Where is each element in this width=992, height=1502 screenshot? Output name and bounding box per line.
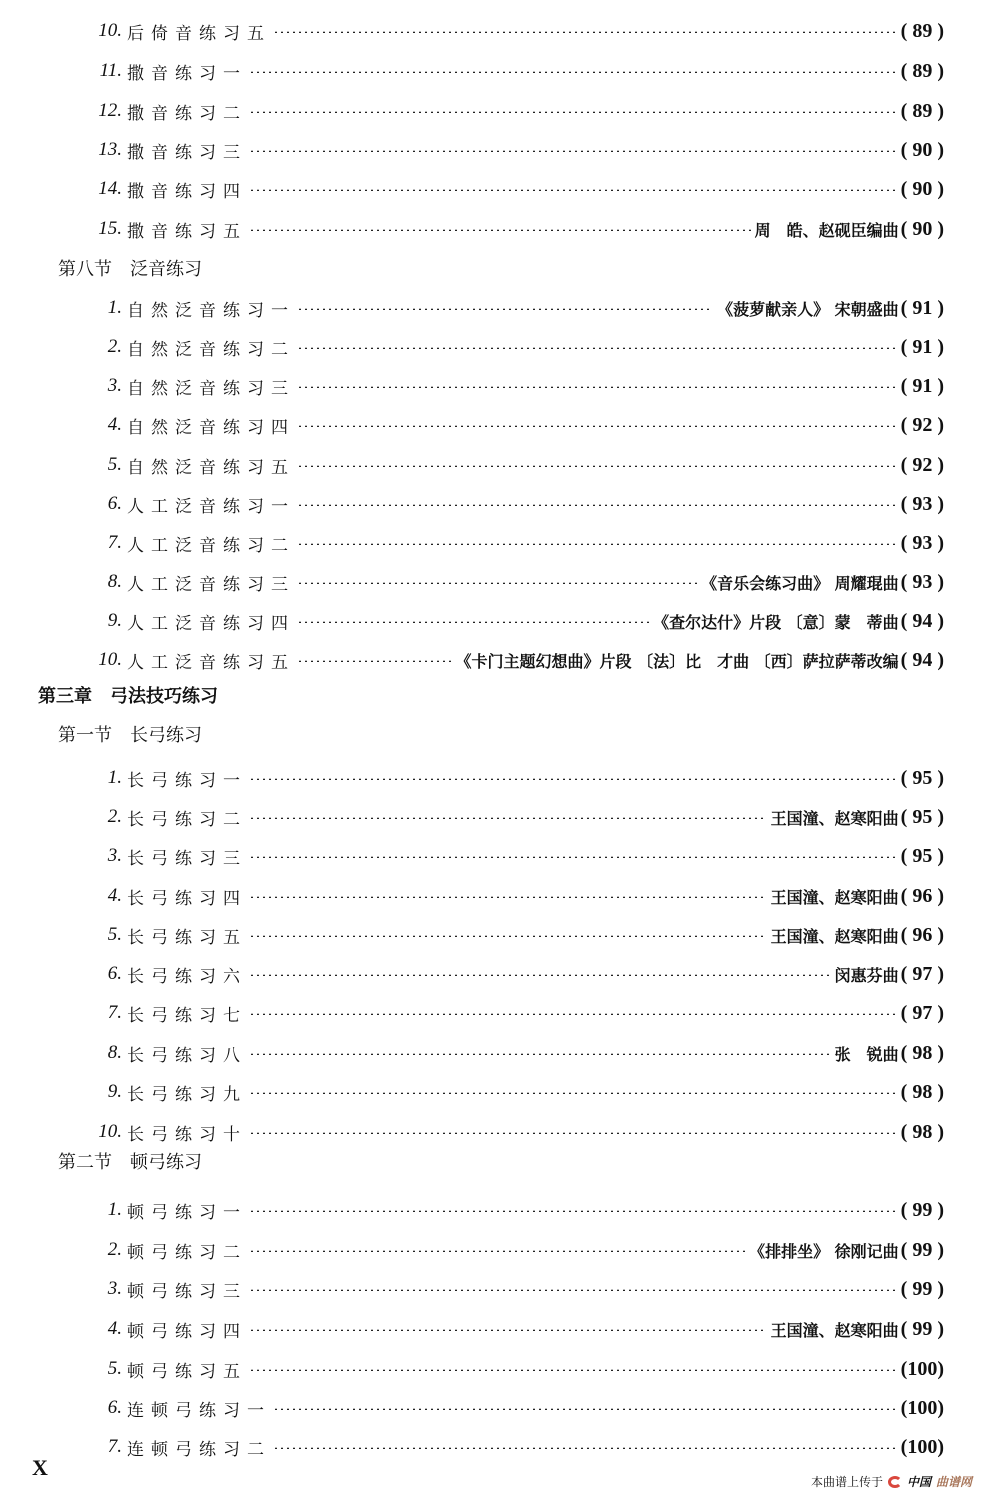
entry-title: 自然泛音练习三	[127, 378, 295, 399]
entry-right	[653, 610, 944, 633]
toc-entry	[0, 881, 992, 911]
dot-leader	[297, 308, 713, 310]
entry-title: 长弓练习一	[127, 770, 247, 791]
entry-title: 顿弓练习二	[127, 1242, 247, 1263]
toc-entry	[0, 802, 992, 832]
dot-leader	[249, 817, 767, 819]
entry-number: 4.	[107, 1318, 122, 1339]
entry-number: 10.	[98, 1121, 122, 1142]
entry-right	[899, 1436, 944, 1459]
entry-number: 3.	[107, 845, 122, 866]
entry-title: 长弓练习四	[127, 888, 247, 909]
entry-composer: 周 皓、赵砚臣编曲	[754, 220, 899, 240]
entry-title: 顿弓练习三	[127, 1281, 247, 1302]
entry-right	[899, 845, 944, 868]
music-site-logo-icon	[888, 1476, 902, 1488]
entry-right	[899, 1397, 944, 1420]
toc-entry	[0, 959, 992, 989]
toc-entry	[0, 645, 992, 675]
entry-right	[835, 1042, 944, 1065]
dot-leader	[249, 1210, 895, 1212]
entry-composer: 王国潼、赵寒阳曲	[770, 926, 899, 946]
entry-number: 8.	[107, 571, 122, 592]
dot-leader	[297, 386, 895, 388]
dot-leader	[249, 111, 895, 113]
entry-number: 2.	[107, 336, 122, 357]
entry-right	[771, 924, 944, 947]
entry-right	[899, 375, 944, 398]
entry-right	[899, 139, 944, 162]
entry-title: 长弓练习十	[127, 1124, 247, 1145]
entry-right	[899, 336, 944, 359]
toc-entry	[0, 1117, 992, 1147]
toc-entry	[0, 1077, 992, 1107]
toc-entry	[0, 56, 992, 86]
dot-leader	[249, 856, 895, 858]
toc-entry	[0, 135, 992, 165]
toc-section-heading	[0, 719, 992, 749]
entry-right	[701, 571, 944, 594]
dot-leader	[249, 71, 895, 73]
toc-entry	[0, 1393, 992, 1423]
dot-leader	[297, 425, 895, 427]
entry-right	[899, 20, 944, 43]
entry-page: ( 98 )	[900, 1041, 944, 1064]
dot-leader	[273, 1447, 895, 1449]
dot-leader	[297, 347, 895, 349]
watermark-text: 本曲谱上传于	[810, 1475, 883, 1489]
section-title: 第一节 长弓练习	[58, 725, 202, 746]
entry-title: 自然泛音练习二	[127, 339, 295, 360]
entry-title: 长弓练习九	[127, 1084, 247, 1105]
entry-title: 顿弓练习一	[127, 1202, 247, 1223]
entry-page: ( 96 )	[900, 884, 944, 907]
entry-page: ( 99 )	[900, 1238, 944, 1261]
entry-page: ( 89 )	[900, 59, 944, 82]
entry-right	[899, 1002, 944, 1025]
entry-number: 2.	[107, 1239, 122, 1260]
entry-right	[899, 178, 944, 201]
toc-entry	[0, 1195, 992, 1225]
entry-composer: 王国潼、赵寒阳曲	[770, 887, 899, 907]
entry-composer: 王国潼、赵寒阳曲	[770, 808, 899, 828]
entry-title: 自然泛音练习四	[127, 417, 295, 438]
entry-title: 人工泛音练习五	[127, 652, 295, 673]
entry-number: 5.	[107, 454, 122, 475]
entry-page: ( 99 )	[900, 1317, 944, 1340]
dot-leader	[249, 229, 751, 231]
section-title: 第八节 泛音练习	[58, 259, 202, 280]
toc-entry	[0, 920, 992, 950]
entry-number: 15.	[98, 218, 122, 239]
dot-leader	[249, 1013, 895, 1015]
toc-entry	[0, 293, 992, 323]
entry-number: 11.	[99, 60, 122, 81]
entry-page: ( 99 )	[900, 1277, 944, 1300]
entry-page: ( 91 )	[900, 296, 944, 319]
entry-page: ( 90 )	[900, 138, 944, 161]
dot-leader	[249, 1289, 895, 1291]
toc-entry	[0, 1235, 992, 1265]
dot-leader	[273, 31, 895, 33]
entry-number: 3.	[107, 1278, 122, 1299]
entry-page: ( 95 )	[900, 844, 944, 867]
entry-title: 人工泛音练习三	[127, 574, 295, 595]
entry-right	[835, 963, 944, 986]
dot-leader	[249, 778, 895, 780]
entry-number: 9.	[107, 610, 122, 631]
entry-right	[771, 806, 944, 829]
entry-page: ( 97 )	[900, 962, 944, 985]
entry-right	[899, 1121, 944, 1144]
entry-number: 4.	[107, 414, 122, 435]
toc-entry	[0, 606, 992, 636]
section-title: 第二节 顿弓练习	[58, 1152, 202, 1173]
dot-leader	[249, 150, 895, 152]
entry-number: 7.	[107, 1002, 122, 1023]
entry-title: 长弓练习五	[127, 927, 247, 948]
entry-number: 7.	[107, 1436, 122, 1457]
entry-right	[755, 218, 944, 241]
toc-entry	[0, 371, 992, 401]
toc-entry	[0, 332, 992, 362]
entry-right	[717, 297, 944, 320]
dot-leader	[249, 1369, 895, 1371]
entry-number: 5.	[107, 924, 122, 945]
entry-title: 自然泛音练习五	[127, 457, 295, 478]
entry-composer: 《卡门主题幻想曲》片段 〔法〕比 才曲 〔西〕萨拉萨蒂改编	[455, 651, 899, 671]
entry-title: 撒音练习三	[127, 142, 247, 163]
entry-number: 4.	[107, 885, 122, 906]
toc-entry	[0, 1274, 992, 1304]
entry-right	[749, 1239, 944, 1262]
entry-title: 人工泛音练习二	[127, 535, 295, 556]
toc-entry	[0, 214, 992, 244]
toc-entry	[0, 567, 992, 597]
dot-leader	[249, 1092, 895, 1094]
entry-right	[456, 649, 944, 672]
entry-page: ( 94 )	[900, 648, 944, 671]
entry-page: (100)	[900, 1357, 944, 1380]
toc-entry	[0, 1432, 992, 1462]
page-number: X	[32, 1455, 48, 1480]
toc-entry	[0, 841, 992, 871]
dot-leader	[249, 974, 831, 976]
toc-chapter-heading	[0, 680, 992, 710]
entry-right	[771, 885, 944, 908]
entry-page: ( 95 )	[900, 766, 944, 789]
entry-right	[899, 60, 944, 83]
entry-page: ( 94 )	[900, 609, 944, 632]
entry-composer: 《查尔达什》片段 〔意〕蒙 蒂曲	[653, 612, 899, 632]
entry-number: 6.	[107, 493, 122, 514]
toc-entry	[0, 1354, 992, 1384]
entry-page: ( 92 )	[900, 413, 944, 436]
dot-leader	[249, 1132, 895, 1134]
dot-leader	[297, 621, 649, 623]
entry-page: (100)	[900, 1435, 944, 1458]
entry-number: 2.	[107, 806, 122, 827]
watermark-brand-a: 中国	[906, 1475, 931, 1489]
entry-page: ( 91 )	[900, 374, 944, 397]
entry-page: ( 92 )	[900, 453, 944, 476]
dot-leader	[273, 1408, 895, 1410]
entry-number: 1.	[107, 297, 122, 318]
entry-page: ( 93 )	[900, 570, 944, 593]
dot-leader	[249, 896, 767, 898]
dot-leader	[249, 1250, 745, 1252]
dot-leader	[249, 935, 767, 937]
entry-title: 长弓练习二	[127, 809, 247, 830]
entry-page: (100)	[900, 1396, 944, 1419]
dot-leader	[249, 1053, 831, 1055]
entry-title: 自然泛音练习一	[127, 300, 295, 321]
dot-leader	[297, 504, 895, 506]
entry-page: ( 90 )	[900, 217, 944, 240]
entry-page: ( 90 )	[900, 177, 944, 200]
entry-number: 13.	[98, 139, 122, 160]
toc-entry	[0, 1314, 992, 1344]
toc-entry	[0, 528, 992, 558]
entry-page: ( 99 )	[900, 1198, 944, 1221]
entry-number: 10.	[98, 649, 122, 670]
toc-entry	[0, 450, 992, 480]
entry-page: ( 93 )	[900, 531, 944, 554]
entry-title: 人工泛音练习一	[127, 496, 295, 517]
toc-entry	[0, 16, 992, 46]
toc-entry	[0, 998, 992, 1028]
entry-page: ( 98 )	[900, 1080, 944, 1103]
watermark-brand-b: 曲谱网	[935, 1475, 972, 1489]
toc-entry	[0, 1038, 992, 1068]
entry-page: ( 93 )	[900, 492, 944, 515]
entry-right	[899, 1199, 944, 1222]
dot-leader	[249, 189, 895, 191]
entry-number: 14.	[98, 178, 122, 199]
entry-number: 3.	[107, 375, 122, 396]
entry-right	[899, 493, 944, 516]
dot-leader	[297, 465, 895, 467]
entry-page: ( 98 )	[900, 1120, 944, 1143]
entry-title: 撒音练习四	[127, 181, 247, 202]
entry-composer: 王国潼、赵寒阳曲	[770, 1320, 899, 1340]
dot-leader	[249, 1329, 767, 1331]
entry-title: 长弓练习八	[127, 1045, 247, 1066]
entry-title: 连顿弓练习一	[127, 1400, 271, 1421]
entry-page: ( 89 )	[900, 99, 944, 122]
entry-title: 撒音练习二	[127, 103, 247, 124]
toc-entry	[0, 96, 992, 126]
entry-composer: 《菠萝献亲人》 宋朝盛曲	[717, 299, 899, 319]
entry-right	[771, 1318, 944, 1341]
watermark	[811, 1473, 972, 1490]
dot-leader	[297, 660, 452, 662]
entry-number: 1.	[107, 1199, 122, 1220]
toc-entry	[0, 763, 992, 793]
entry-number: 6.	[107, 963, 122, 984]
entry-title: 撒音练习一	[127, 63, 247, 84]
dot-leader	[297, 543, 895, 545]
entry-title: 长弓练习六	[127, 966, 247, 987]
toc-entry	[0, 410, 992, 440]
entry-title: 人工泛音练习四	[127, 613, 295, 634]
entry-page: ( 89 )	[900, 19, 944, 42]
entry-page: ( 97 )	[900, 1001, 944, 1024]
entry-right	[899, 100, 944, 123]
entry-right	[899, 767, 944, 790]
toc-section-heading	[0, 253, 992, 283]
entry-title: 顿弓练习四	[127, 1321, 247, 1342]
entry-right	[899, 454, 944, 477]
entry-right	[899, 1278, 944, 1301]
entry-right	[899, 1081, 944, 1104]
entry-title: 撒音练习五	[127, 221, 247, 242]
entry-composer: 《音乐会练习曲》 周耀琨曲	[701, 573, 899, 593]
entry-right	[899, 1358, 944, 1381]
entry-title: 顿弓练习五	[127, 1361, 247, 1382]
entry-title: 长弓练习七	[127, 1005, 247, 1026]
entry-number: 10.	[98, 20, 122, 41]
entry-right	[899, 532, 944, 555]
chapter-title: 第三章 弓法技巧练习	[38, 686, 218, 707]
entry-number: 8.	[107, 1042, 122, 1063]
entry-right	[899, 414, 944, 437]
entry-composer: 闵惠芬曲	[834, 965, 899, 985]
entry-title: 后倚音练习五	[127, 23, 271, 44]
entry-number: 7.	[107, 532, 122, 553]
entry-composer: 《排排坐》 徐刚记曲	[749, 1241, 899, 1261]
entry-page: ( 95 )	[900, 805, 944, 828]
entry-number: 9.	[107, 1081, 122, 1102]
entry-page: ( 96 )	[900, 923, 944, 946]
entry-number: 1.	[107, 767, 122, 788]
entry-number: 12.	[98, 100, 122, 121]
entry-title: 长弓练习三	[127, 848, 247, 869]
toc-entry	[0, 174, 992, 204]
toc-section-heading	[0, 1146, 992, 1176]
entry-number: 5.	[107, 1358, 122, 1379]
entry-title: 连顿弓练习二	[127, 1439, 271, 1460]
dot-leader	[297, 582, 697, 584]
entry-composer: 张 锐曲	[834, 1044, 899, 1064]
toc-entry	[0, 489, 992, 519]
entry-page: ( 91 )	[900, 335, 944, 358]
entry-number: 6.	[107, 1397, 122, 1418]
